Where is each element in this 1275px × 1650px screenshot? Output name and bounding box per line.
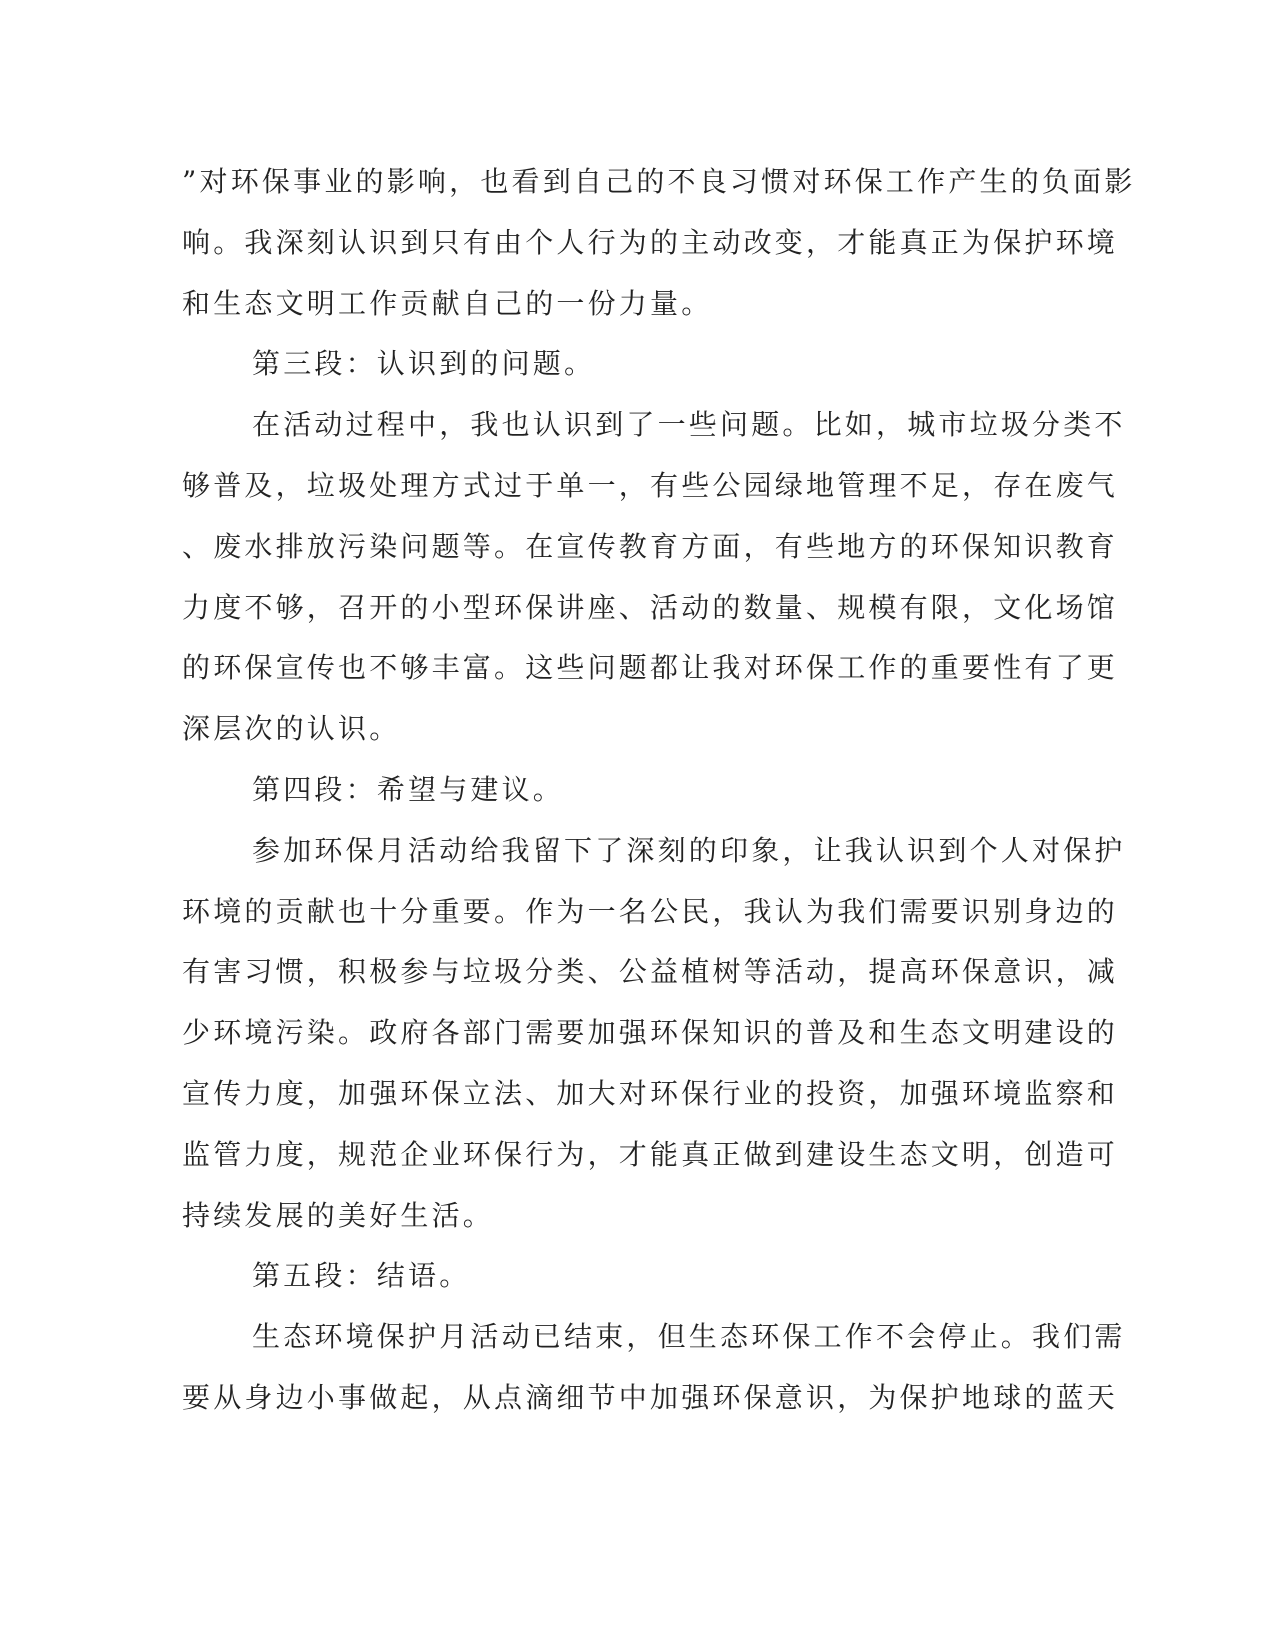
text-line: 有害习惯，积极参与垃圾分类、公益植树等活动，提高环保意识，减 xyxy=(182,955,1119,989)
text-line: ”对环保事业的影响，也看到自己的不良习惯对环保工作产生的负面影 xyxy=(182,165,1136,198)
section-heading-5: 第五段：结语。 xyxy=(252,1259,471,1293)
text-line: 要从身边小事做起，从点滴细节中加强环保意识，为保护地球的蓝天 xyxy=(182,1380,1119,1414)
document-body xyxy=(182,152,1136,1429)
text-line: 够普及，垃圾处理方式过于单一，有些公园绿地管理不足，存在废气 xyxy=(182,468,1119,502)
text-line: 参加环保月活动给我留下了深刻的印象，让我认识到个人对保护 xyxy=(252,833,1126,867)
text-line: 和生态文明工作贡献自己的一份力量。 xyxy=(182,286,713,320)
text-line: 监管力度，规范企业环保行为，才能真正做到建设生态文明，创造可 xyxy=(182,1137,1119,1171)
section-heading-4: 第四段：希望与建议。 xyxy=(252,772,565,806)
text-line: 持续发展的美好生活。 xyxy=(182,1198,495,1232)
text-line: 、废水排放污染问题等。在宣传教育方面，有些地方的环保知识教育 xyxy=(182,529,1119,563)
section-heading-3: 第三段：认识到的问题。 xyxy=(252,347,596,381)
text-line: 少环境污染。政府各部门需要加强环保知识的普及和生态文明建设的 xyxy=(182,1016,1119,1050)
text-line: 深层次的认识。 xyxy=(182,712,401,746)
text-line: 在活动过程中，我也认识到了一些问题。比如，城市垃圾分类不 xyxy=(252,408,1126,442)
text-line: 生态环境保护月活动已结束，但生态环保工作不会停止。我们需 xyxy=(252,1320,1126,1354)
text-line: 响。我深刻认识到只有由个人行为的主动改变，才能真正为保护环境 xyxy=(182,225,1119,259)
text-line: 环境的贡献也十分重要。作为一名公民，我认为我们需要识别身边的 xyxy=(182,894,1119,928)
text-line: 的环保宣传也不够丰富。这些问题都让我对环保工作的重要性有了更 xyxy=(182,651,1119,685)
text-line: 宣传力度，加强环保立法、加大对环保行业的投资，加强环境监察和 xyxy=(182,1076,1119,1110)
text-line: 力度不够，召开的小型环保讲座、活动的数量、规模有限，文化场馆 xyxy=(182,590,1119,624)
